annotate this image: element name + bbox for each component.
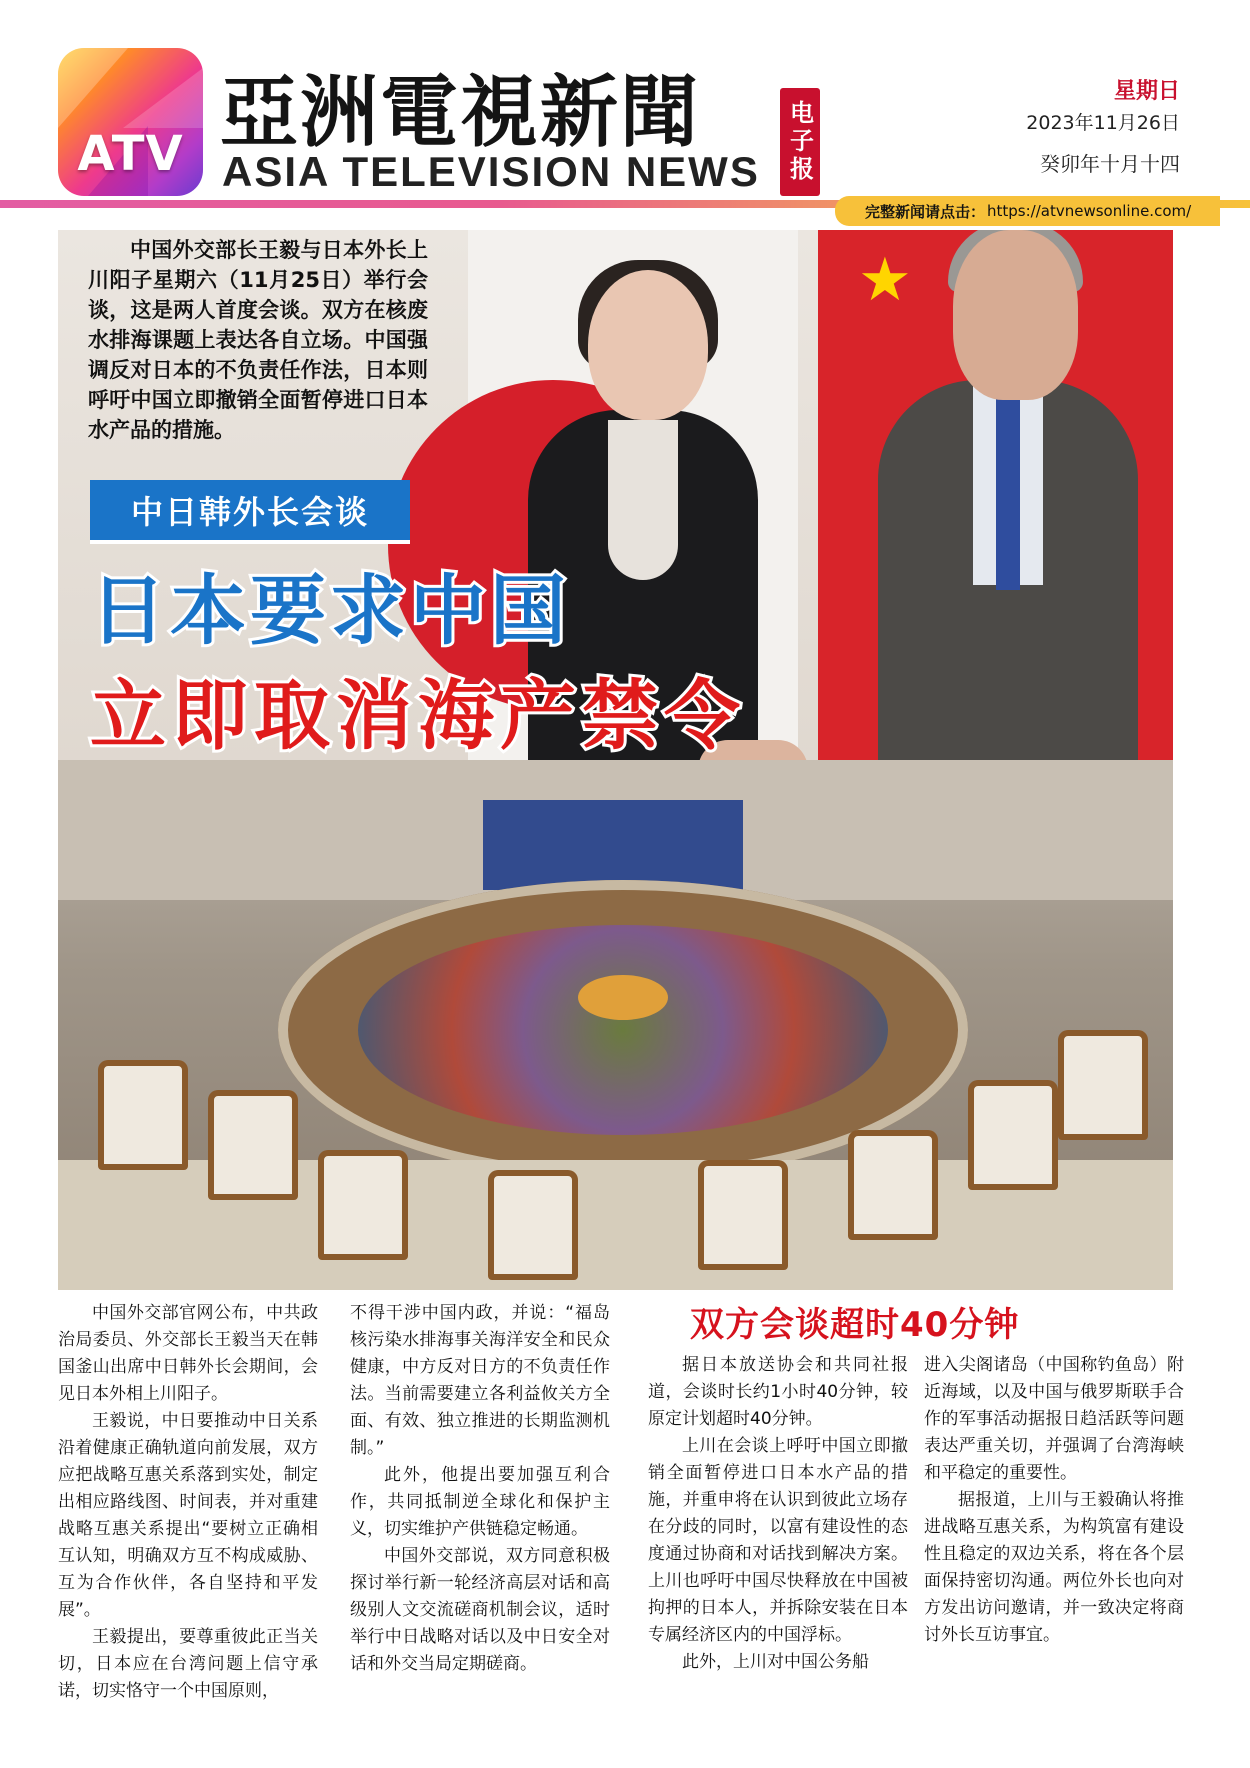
paragraph: 据日本放送协会和共同社报道，会谈时长约1小时40分钟，较原定计划超时40分钟。: [648, 1355, 908, 1429]
person-right-image: [878, 230, 1138, 850]
edition-tag: 电子报: [780, 88, 820, 196]
lead-paragraph: 中国外交部长王毅与日本外长上川阳子星期六（11月25日）举行会谈，这是两人首度会谈。双方在核废水排海课题上表达各自立场。中国强调反对日本的不负责任作法，日本则呼吁中国立即撤销全面暂停进口日本水产品的措施。: [88, 238, 428, 442]
article-column-3: [648, 1352, 908, 1676]
china-flag-image: ★: [818, 230, 1173, 850]
paragraph: 王毅说，中日要推动中日关系沿着健康正确轨道向前发展，双方应把战略互惠关系落到实处，制定出相应路线图、时间表，并对重建战略互惠关系提出“要树立正确相互认知，明确双方互不构成威胁、互为合作伙伴，各自坚持和平发展”。: [58, 1411, 318, 1620]
weekday: 星期日: [1113, 79, 1180, 104]
website-link-label: 完整新闻请点击：: [865, 202, 986, 221]
website-link[interactable]: https://atvnewsonline.com/: [987, 202, 1192, 220]
paragraph: 据报道，上川与王毅确认将推进战略互惠关系，为构筑富有建设性且稳定的双边关系，将在各个层面保持密切沟通。两位外长也向对方发出访问邀请，并一致决定将商讨外长互访事宜。: [924, 1490, 1184, 1645]
conference-room-image: [58, 760, 1173, 1290]
paragraph: 此外，他提出要加强互利合作，共同抵制逆全球化和保护主义，切实维护产供链稳定畅通。: [350, 1465, 610, 1539]
paragraph: 不得干涉中国内政，并说：“福岛核污染水排海事关海洋安全和民众健康，中方反对日方的不负责任作法。当前需要建立各利益攸关方全面、有效、独立推进的长期监测机制。”: [350, 1303, 610, 1458]
paragraph: 上川在会谈上呼吁中国立即撤销全面暂停进口日本水产品的措施，并重申将在认识到彼此立场存在分歧的同时，以富有建设性的态度通过协商和对话找到解决方案。上川也呼吁中国尽快释放在中国被拘押的日本人，并拆除安装在日本专属经济区内的中国浮标。: [648, 1436, 908, 1645]
headline-line-2: 立即取消海产禁令: [90, 671, 746, 760]
article-column-4: [924, 1352, 1184, 1649]
lunar-date: 癸卯年十月十四: [1040, 152, 1180, 176]
kicker-label: 中日韩外长会谈: [90, 480, 410, 544]
article-column-1: [58, 1300, 318, 1705]
paragraph: 进入尖阁诸岛（中国称钓鱼岛）附近海域，以及中国与俄罗斯联手合作的军事活动据报日趋活跃等问题表达严重关切，并强调了台湾海峡和平稳定的重要性。: [924, 1355, 1184, 1483]
paragraph: 中国外交部官网公布，中共政治局委员、外交部长王毅当天在韩国釜山出席中日韩外长会期间，会见日本外相上川阳子。: [58, 1303, 318, 1404]
brand-name-chinese: 亞洲電視新聞: [220, 68, 701, 158]
section-subhead: 双方会谈超时40分钟: [690, 1305, 1020, 1345]
issue-date: 2023年11月26日: [1026, 112, 1180, 134]
article-column-2: [350, 1300, 610, 1678]
atv-logo: [58, 48, 203, 196]
paragraph: 此外，上川对中国公务船: [682, 1652, 869, 1672]
website-link-strip[interactable]: [835, 196, 1220, 226]
paragraph: 王毅提出，要尊重彼此正当关切，日本应在台湾问题上信守承诺，切实恪守一个中国原则，: [58, 1627, 318, 1701]
brand-name-english: ASIA TELEVISION NEWS: [222, 148, 760, 195]
hero-photo: [58, 230, 1173, 1290]
logo-text: ATV: [77, 126, 184, 182]
paragraph: 中国外交部说，双方同意积极探讨举行新一轮经济高层对话和高级别人文交流磋商机制会议，适时举行中日战略对话以及中日安全对话和外交当局定期磋商。: [350, 1546, 610, 1674]
headline-line-1: 日本要求中国: [90, 566, 570, 655]
